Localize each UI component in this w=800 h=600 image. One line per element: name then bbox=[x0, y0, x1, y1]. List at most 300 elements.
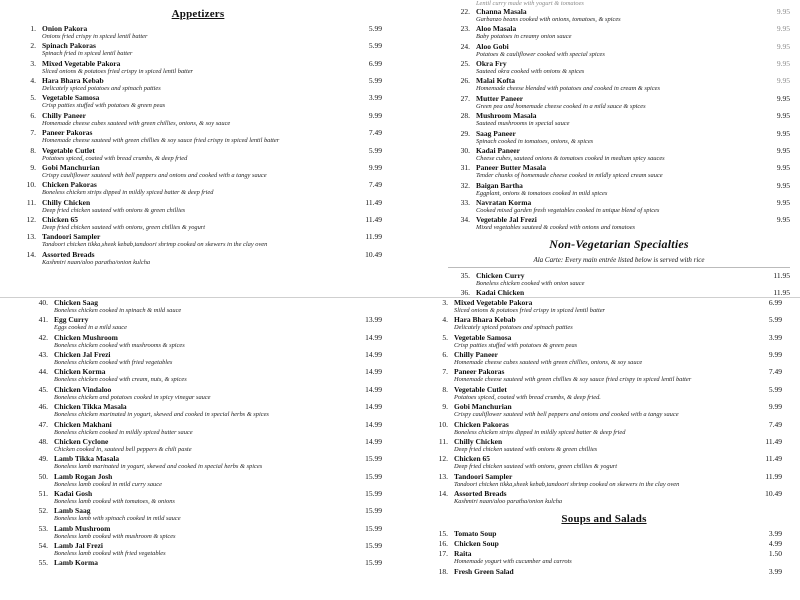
leader-dots bbox=[641, 48, 771, 49]
list-item bbox=[26, 489, 382, 505]
item-description: Boneless lamb marinated in yogurt, skewed and cooked in special herbs & spices bbox=[54, 463, 263, 471]
page-top-right bbox=[440, 0, 800, 297]
list-item bbox=[14, 215, 382, 231]
item-description: Boneless chicken and potatoes cooked in spicy vinegar sauce bbox=[54, 393, 211, 401]
item-description: Crispy cauliflower sauteed with bell peppers and onions and cooked with a tangy sauce bbox=[454, 411, 679, 419]
item-name: Chicken Jal Frezi bbox=[54, 350, 111, 360]
non-vegetarian-list bbox=[448, 271, 790, 297]
item-description: Boneless chicken cooked in mildly spiced butter sauce bbox=[54, 428, 193, 436]
leader-dots bbox=[637, 426, 763, 427]
item-name: Fresh Green Salad bbox=[454, 566, 514, 576]
item-name: Vegetable Jal Frezi bbox=[476, 215, 537, 225]
item-number: 12. bbox=[438, 454, 448, 464]
item-number: 25. bbox=[460, 59, 470, 69]
leader-dots bbox=[236, 530, 359, 531]
item-name: Raita bbox=[454, 549, 472, 559]
item-price: 11.99 bbox=[765, 471, 783, 481]
item-description: Homemade cheese cubes sauteed with green chillies, onions, & soy sauce bbox=[42, 119, 231, 127]
list-item bbox=[448, 111, 790, 127]
leader-dots bbox=[649, 304, 763, 305]
leader-dots bbox=[243, 65, 363, 66]
item-price: 9.95 bbox=[776, 215, 791, 225]
item-price: 9.99 bbox=[768, 402, 782, 412]
list-item bbox=[14, 198, 382, 214]
list-item bbox=[426, 420, 782, 436]
item-price: 5.99 bbox=[368, 76, 383, 86]
item-description: Boneless chicken strips dipped in mildly spiced batter & deep fried bbox=[454, 428, 626, 436]
item-price: 5.99 bbox=[368, 145, 382, 155]
item-name: Onion Pakora bbox=[42, 24, 88, 33]
leader-dots bbox=[244, 408, 359, 409]
item-number: 48. bbox=[38, 436, 48, 446]
soups-list bbox=[426, 529, 782, 575]
leader-dots bbox=[639, 573, 763, 574]
leader-dots bbox=[226, 512, 359, 513]
item-description: Deep fried chicken sauteed with onions & green chillies bbox=[42, 206, 186, 214]
item-name: Chicken 65 bbox=[454, 454, 491, 464]
item-number: 12. bbox=[26, 214, 36, 224]
item-description: Crisp patties stuffed with potatoes & green peas bbox=[42, 102, 166, 110]
item-price: 5.99 bbox=[368, 41, 383, 51]
item-price: 9.99 bbox=[368, 110, 383, 120]
leader-dots bbox=[638, 408, 763, 409]
item-price: 15.99 bbox=[365, 471, 383, 481]
item-price: 9.95 bbox=[776, 76, 791, 86]
list-item bbox=[26, 558, 382, 567]
item-price: 11.99 bbox=[365, 232, 383, 242]
item-price: 9.95 bbox=[776, 111, 790, 121]
leader-dots bbox=[226, 30, 363, 31]
leader-dots bbox=[232, 99, 363, 100]
page-top-left bbox=[0, 0, 400, 297]
item-name: Channa Masala bbox=[476, 7, 527, 16]
list-item bbox=[426, 298, 782, 314]
item-description: Sliced onions & potatoes fried crispy in spiced lentil batter bbox=[42, 67, 194, 75]
item-name: Lamb Mushroom bbox=[54, 523, 111, 533]
list-item bbox=[26, 541, 382, 557]
list-item bbox=[26, 454, 382, 470]
item-number: 30. bbox=[460, 145, 470, 155]
item-name: Aloo Gobi bbox=[476, 41, 509, 51]
item-description: Homemade cheese blended with potatoes and cooked in cream & spices bbox=[476, 85, 660, 93]
item-price: 3.99 bbox=[368, 93, 382, 103]
item-price: 13.99 bbox=[365, 315, 382, 325]
item-name: Lamb Saag bbox=[54, 506, 91, 516]
leader-dots bbox=[655, 221, 771, 222]
item-description: Delicately spiced potatoes and spinach patties bbox=[454, 324, 573, 332]
list-item bbox=[426, 385, 782, 401]
item-price: 6.99 bbox=[368, 58, 383, 68]
vegetarian-list bbox=[448, 7, 790, 232]
list-item bbox=[426, 350, 782, 366]
item-name: Okra Fry bbox=[476, 59, 507, 69]
item-description: Chicken cooked in, sauteed bell peppers & chili paste bbox=[54, 445, 192, 453]
item-name: Lamb Rogan Josh bbox=[54, 471, 113, 481]
appetizer-list-repeat bbox=[426, 298, 782, 505]
list-item bbox=[426, 489, 782, 505]
item-number: 9. bbox=[442, 402, 448, 412]
leader-dots bbox=[647, 277, 767, 278]
item-name: Tandoori Sampler bbox=[42, 232, 101, 242]
leader-dots bbox=[640, 321, 763, 322]
leader-dots bbox=[644, 82, 771, 83]
item-price: 11.49 bbox=[365, 197, 382, 207]
list-item bbox=[14, 24, 382, 40]
item-price: 11.95 bbox=[773, 288, 790, 297]
list-item bbox=[426, 529, 782, 538]
item-number: 33. bbox=[460, 197, 470, 207]
item-number: 14. bbox=[438, 488, 448, 498]
chicken-lamb-list bbox=[26, 298, 382, 567]
item-number: 17. bbox=[438, 549, 448, 559]
item-price: 14.99 bbox=[365, 350, 382, 360]
item-description: Crispy cauliflower sauteed with bell peppers and onions and cooked with a tangy sauce bbox=[42, 171, 267, 179]
leader-dots bbox=[227, 495, 360, 496]
item-number: 10. bbox=[26, 180, 36, 190]
item-number: 40. bbox=[38, 298, 48, 307]
leader-dots bbox=[236, 391, 359, 392]
list-item bbox=[14, 128, 382, 144]
item-name: Egg Curry bbox=[54, 315, 89, 325]
leader-dots bbox=[233, 373, 359, 374]
item-name: Chicken Cyclone bbox=[54, 436, 109, 446]
item-number: 52. bbox=[38, 506, 48, 516]
item-description: Eggs cooked in a mild sauce bbox=[54, 324, 127, 332]
leader-dots bbox=[618, 555, 763, 556]
list-item bbox=[448, 163, 790, 179]
divider bbox=[448, 267, 790, 268]
leader-dots bbox=[631, 535, 763, 536]
leader-dots bbox=[232, 169, 363, 170]
item-price: 14.99 bbox=[365, 402, 383, 412]
item-description: Sliced onions & potatoes fried crispy in spiced lentil batter bbox=[454, 307, 606, 314]
item-number: 23. bbox=[460, 24, 470, 34]
item-description: Sauteed okra cooked with onions & spices bbox=[476, 68, 585, 76]
list-item bbox=[14, 232, 382, 248]
list-item bbox=[448, 146, 790, 162]
item-name: Paneer Butter Masala bbox=[476, 163, 547, 173]
leader-dots bbox=[638, 339, 763, 340]
item-price: 11.95 bbox=[773, 270, 790, 280]
leader-dots bbox=[648, 187, 771, 188]
list-item bbox=[426, 549, 782, 565]
item-name: Chicken Soup bbox=[454, 539, 499, 549]
item-number: 8. bbox=[30, 145, 36, 155]
item-price: 9.95 bbox=[776, 24, 790, 34]
item-price: 9.95 bbox=[776, 41, 790, 51]
item-description: Boneless lamb cooked with mushroom & spices bbox=[54, 532, 176, 540]
leader-dots bbox=[660, 169, 771, 170]
list-item bbox=[426, 315, 782, 331]
item-name: Vegetable Samosa bbox=[42, 93, 100, 103]
item-name: Vegetable Cutlet bbox=[454, 384, 507, 394]
leader-dots bbox=[225, 117, 362, 118]
leader-dots bbox=[231, 238, 360, 239]
item-price: 6.99 bbox=[768, 298, 783, 307]
item-name: Chicken Vindaloo bbox=[54, 384, 112, 394]
list-item bbox=[26, 437, 382, 453]
item-name: Mushroom Masala bbox=[476, 111, 537, 121]
leader-dots bbox=[645, 30, 771, 31]
item-price: 1.50 bbox=[768, 549, 782, 559]
list-item bbox=[14, 59, 382, 75]
item-price: 15.99 bbox=[365, 541, 382, 551]
item-name: Vegetable Cutlet bbox=[42, 145, 95, 155]
item-number: 31. bbox=[460, 163, 470, 173]
item-number: 6. bbox=[30, 110, 36, 120]
item-price: 15.99 bbox=[365, 523, 383, 533]
list-item bbox=[26, 367, 382, 383]
page-bottom-right bbox=[400, 297, 800, 600]
item-price: 14.99 bbox=[365, 367, 382, 377]
item-number: 24. bbox=[460, 41, 470, 51]
item-name: Chicken Korma bbox=[54, 367, 106, 377]
item-name: Lamb Jal Frezi bbox=[54, 541, 104, 551]
leader-dots bbox=[652, 204, 771, 205]
item-number: 36. bbox=[460, 288, 470, 297]
item-name: Chicken Tikka Masala bbox=[54, 402, 127, 412]
item-number: 4. bbox=[442, 315, 448, 325]
leader-dots bbox=[230, 564, 360, 565]
item-number: 32. bbox=[460, 180, 470, 190]
list-item bbox=[448, 215, 790, 231]
item-number: 5. bbox=[442, 332, 448, 342]
item-price: 7.49 bbox=[368, 128, 383, 138]
list-item bbox=[448, 181, 790, 197]
item-number: 49. bbox=[38, 454, 48, 464]
item-number: 42. bbox=[38, 332, 48, 342]
item-name: Tomato Soup bbox=[454, 529, 497, 539]
item-name: Chilly Chicken bbox=[454, 436, 503, 446]
item-description: Homemade yogurt with cucumber and carrots bbox=[454, 558, 572, 566]
item-name: Chicken Pakoras bbox=[42, 180, 97, 190]
item-price: 15.99 bbox=[365, 488, 383, 498]
item-name: Chilly Paneer bbox=[454, 350, 498, 360]
list-item bbox=[448, 76, 790, 92]
leader-dots bbox=[230, 47, 362, 48]
list-item bbox=[448, 7, 790, 23]
list-item bbox=[26, 402, 382, 418]
item-number: 2. bbox=[30, 41, 36, 51]
leader-dots bbox=[634, 495, 759, 496]
item-name: Chicken Saag bbox=[54, 298, 98, 307]
item-number: 5. bbox=[30, 93, 36, 103]
item-name: Chilly Chicken bbox=[42, 197, 91, 207]
list-item bbox=[26, 506, 382, 522]
item-description: Boneless lamb with spinach cooked in mild sauce bbox=[54, 515, 181, 523]
item-number: 15. bbox=[438, 529, 448, 539]
item-name: Chicken Curry bbox=[476, 270, 525, 280]
item-number: 6. bbox=[442, 350, 448, 360]
item-number: 10. bbox=[438, 419, 448, 429]
item-number: 9. bbox=[30, 162, 36, 172]
item-number: 22. bbox=[460, 7, 470, 16]
item-number: 11. bbox=[438, 436, 448, 446]
ala-carte-note: Ala Carte: Every main entrée listed below is served with rice bbox=[533, 255, 705, 264]
item-name: Chicken 65 bbox=[42, 214, 79, 224]
item-description: Spinach fried in spiced lentil batter bbox=[42, 50, 133, 58]
item-name: Paneer Pakoras bbox=[42, 128, 93, 138]
item-name: Spinach Pakoras bbox=[42, 41, 96, 51]
item-number: 50. bbox=[38, 471, 48, 481]
item-description: Homemade cheese sauteed with green chillies & soy sauce fried crispy in spiced lentil batter bbox=[42, 137, 280, 145]
leader-dots bbox=[231, 186, 363, 187]
list-item bbox=[14, 76, 382, 92]
list-item bbox=[26, 420, 382, 436]
leader-dots bbox=[640, 65, 771, 66]
item-price: 3.99 bbox=[768, 529, 783, 539]
page-bottom-left bbox=[0, 297, 400, 600]
item-number: 7. bbox=[442, 367, 448, 377]
list-item bbox=[26, 472, 382, 488]
item-price: 9.95 bbox=[776, 7, 791, 16]
item-price: 14.99 bbox=[365, 332, 383, 342]
item-name: Lamb Tikka Masala bbox=[54, 454, 120, 464]
item-name: Kadai Paneer bbox=[476, 145, 520, 155]
list-item bbox=[426, 367, 782, 383]
item-name: Lamb Korma bbox=[54, 558, 98, 568]
item-price: 9.99 bbox=[768, 350, 783, 360]
item-description: Boneless chicken cooked with mushrooms & spices bbox=[54, 341, 185, 349]
leader-dots bbox=[644, 135, 771, 136]
item-number: 29. bbox=[460, 128, 470, 138]
list-item bbox=[14, 163, 382, 179]
item-number: 53. bbox=[38, 523, 48, 533]
item-description: Boneless lamb cooked in mild curry sauce bbox=[54, 480, 162, 488]
list-item bbox=[426, 454, 782, 470]
item-name: Chilly Paneer bbox=[42, 110, 86, 120]
item-name: Vegetable Samosa bbox=[454, 332, 512, 342]
item-number: 18. bbox=[438, 566, 448, 576]
item-number: 41. bbox=[38, 315, 48, 325]
leader-dots bbox=[239, 339, 359, 340]
item-price: 11.49 bbox=[365, 214, 382, 224]
item-name: Saag Paneer bbox=[476, 128, 516, 138]
section-title-appetizers: Appetizers bbox=[171, 8, 225, 20]
item-description: Tandoori chicken tikka,sheek kebab,tandoori shrimp cooked on skewers in the clay oven bbox=[42, 241, 268, 249]
item-description: Sauteed mushrooms in special sauce bbox=[476, 120, 570, 128]
item-price: 5.99 bbox=[368, 24, 382, 33]
item-name: Paneer Pakoras bbox=[454, 367, 505, 377]
item-description: Kashmiri naan/aloo paratha/onion kulcha bbox=[42, 258, 151, 266]
leader-dots bbox=[646, 152, 770, 153]
item-number: 28. bbox=[460, 111, 470, 121]
item-price: 5.99 bbox=[768, 384, 782, 394]
item-description: Tandoori chicken tikka,sheek kebab,tandoori shrimp cooked on skewers in the clay oven bbox=[454, 480, 680, 488]
list-item bbox=[448, 288, 790, 297]
item-price: 10.49 bbox=[365, 249, 383, 259]
list-item bbox=[448, 129, 790, 145]
list-item bbox=[448, 59, 790, 75]
item-name: Mixed Vegetable Pakora bbox=[454, 298, 533, 307]
list-item bbox=[448, 94, 790, 110]
list-item bbox=[14, 93, 382, 109]
item-description: Potatoes spiced, coated with bread crumbs, & deep fried bbox=[42, 154, 188, 162]
leader-dots bbox=[631, 356, 762, 357]
item-price: 7.49 bbox=[368, 180, 383, 190]
item-price: 9.95 bbox=[776, 180, 791, 190]
item-description: Onions fried crispy in spiced lentil batter bbox=[42, 33, 148, 40]
item-description: Boneless lamb cooked with fried vegetables bbox=[54, 550, 166, 558]
leader-dots bbox=[228, 256, 359, 257]
leader-dots bbox=[226, 204, 360, 205]
list-item bbox=[448, 42, 790, 58]
leader-dots bbox=[225, 321, 359, 322]
leader-dots bbox=[234, 82, 363, 83]
list-item bbox=[26, 333, 382, 349]
leader-dots bbox=[230, 152, 363, 153]
item-description: Cheese cubes, sauteed onions & tomatoes cooked in medium spicy sauces bbox=[476, 154, 665, 162]
item-description: Boneless chicken cooked with fried vegetables bbox=[54, 359, 173, 367]
list-item bbox=[14, 146, 382, 162]
item-description: Kashmiri naan/aloo paratha/onion kulcha bbox=[454, 497, 563, 505]
item-description: Deep fried chicken sauteed with onions, green chillies & yogurt bbox=[454, 463, 618, 471]
item-description: Deep fried chicken sauteed with onions, green chillies & yogurt bbox=[42, 223, 206, 231]
item-name: Chicken Makhani bbox=[54, 419, 112, 429]
list-item bbox=[426, 333, 782, 349]
item-description: Eggplant, onions & tomatoes cooked in mild spices bbox=[476, 189, 608, 197]
item-number: 27. bbox=[460, 93, 470, 103]
item-description: Mixed vegetables sauteed & cooked with onions and tomatoes bbox=[476, 224, 636, 232]
list-item bbox=[448, 198, 790, 214]
item-number: 3. bbox=[30, 58, 36, 68]
item-price: 15.99 bbox=[365, 506, 382, 516]
item-number: 13. bbox=[438, 471, 448, 481]
list-item bbox=[448, 271, 790, 287]
item-price: 9.95 bbox=[776, 93, 791, 103]
leader-dots bbox=[635, 373, 763, 374]
list-item bbox=[426, 437, 782, 453]
item-price: 9.95 bbox=[776, 59, 790, 69]
item-number: 43. bbox=[38, 350, 48, 360]
item-name: Hara Bhara Kebab bbox=[42, 76, 104, 86]
item-number: 3. bbox=[442, 298, 448, 307]
leader-dots bbox=[236, 356, 359, 357]
leader-dots bbox=[229, 134, 363, 135]
item-name: Assorted Breads bbox=[42, 249, 95, 259]
list-item bbox=[14, 250, 382, 266]
item-description: Boneless lamb cooked with tomatoes, & onions bbox=[54, 497, 175, 505]
leader-dots bbox=[632, 545, 763, 546]
leader-dots bbox=[240, 460, 359, 461]
item-price: 10.49 bbox=[765, 488, 783, 498]
item-name: Gobi Manchurian bbox=[454, 402, 512, 412]
item-description: Baby potatoes in creamy onion sauce bbox=[476, 33, 572, 41]
item-price: 14.99 bbox=[365, 436, 382, 446]
item-description: Boneless chicken cooked with cream, nuts, & spices bbox=[54, 376, 187, 384]
list-item bbox=[14, 180, 382, 196]
leader-dots bbox=[220, 221, 360, 222]
item-description: Delicately spiced potatoes and spinach patties bbox=[42, 85, 161, 93]
item-name: Aloo Masala bbox=[476, 24, 517, 34]
item-name: Malai Kofta bbox=[476, 76, 515, 86]
item-description: Green pea and homemade cheese cooked in a mild sauce & spices bbox=[476, 102, 646, 110]
item-name: Tandoori Sampler bbox=[454, 471, 513, 481]
item-description: Potatoes spiced, coated with bread crumbs, & deep fried. bbox=[454, 393, 601, 401]
leader-dots bbox=[232, 547, 359, 548]
list-item bbox=[426, 539, 782, 548]
item-description: Homemade cheese cubes sauteed with green chillies, onions, & soy sauce bbox=[454, 359, 643, 367]
item-name: Baigan Bartha bbox=[476, 180, 523, 190]
item-number: 55. bbox=[38, 558, 48, 568]
leader-dots bbox=[647, 294, 768, 295]
item-number: 4. bbox=[30, 76, 36, 86]
leader-dots bbox=[626, 460, 760, 461]
list-item bbox=[14, 41, 382, 57]
item-description: Boneless chicken strips dipped in mildly spiced batter & deep fried bbox=[42, 189, 214, 197]
item-price: 15.99 bbox=[365, 454, 383, 464]
item-price: 11.49 bbox=[765, 436, 782, 446]
